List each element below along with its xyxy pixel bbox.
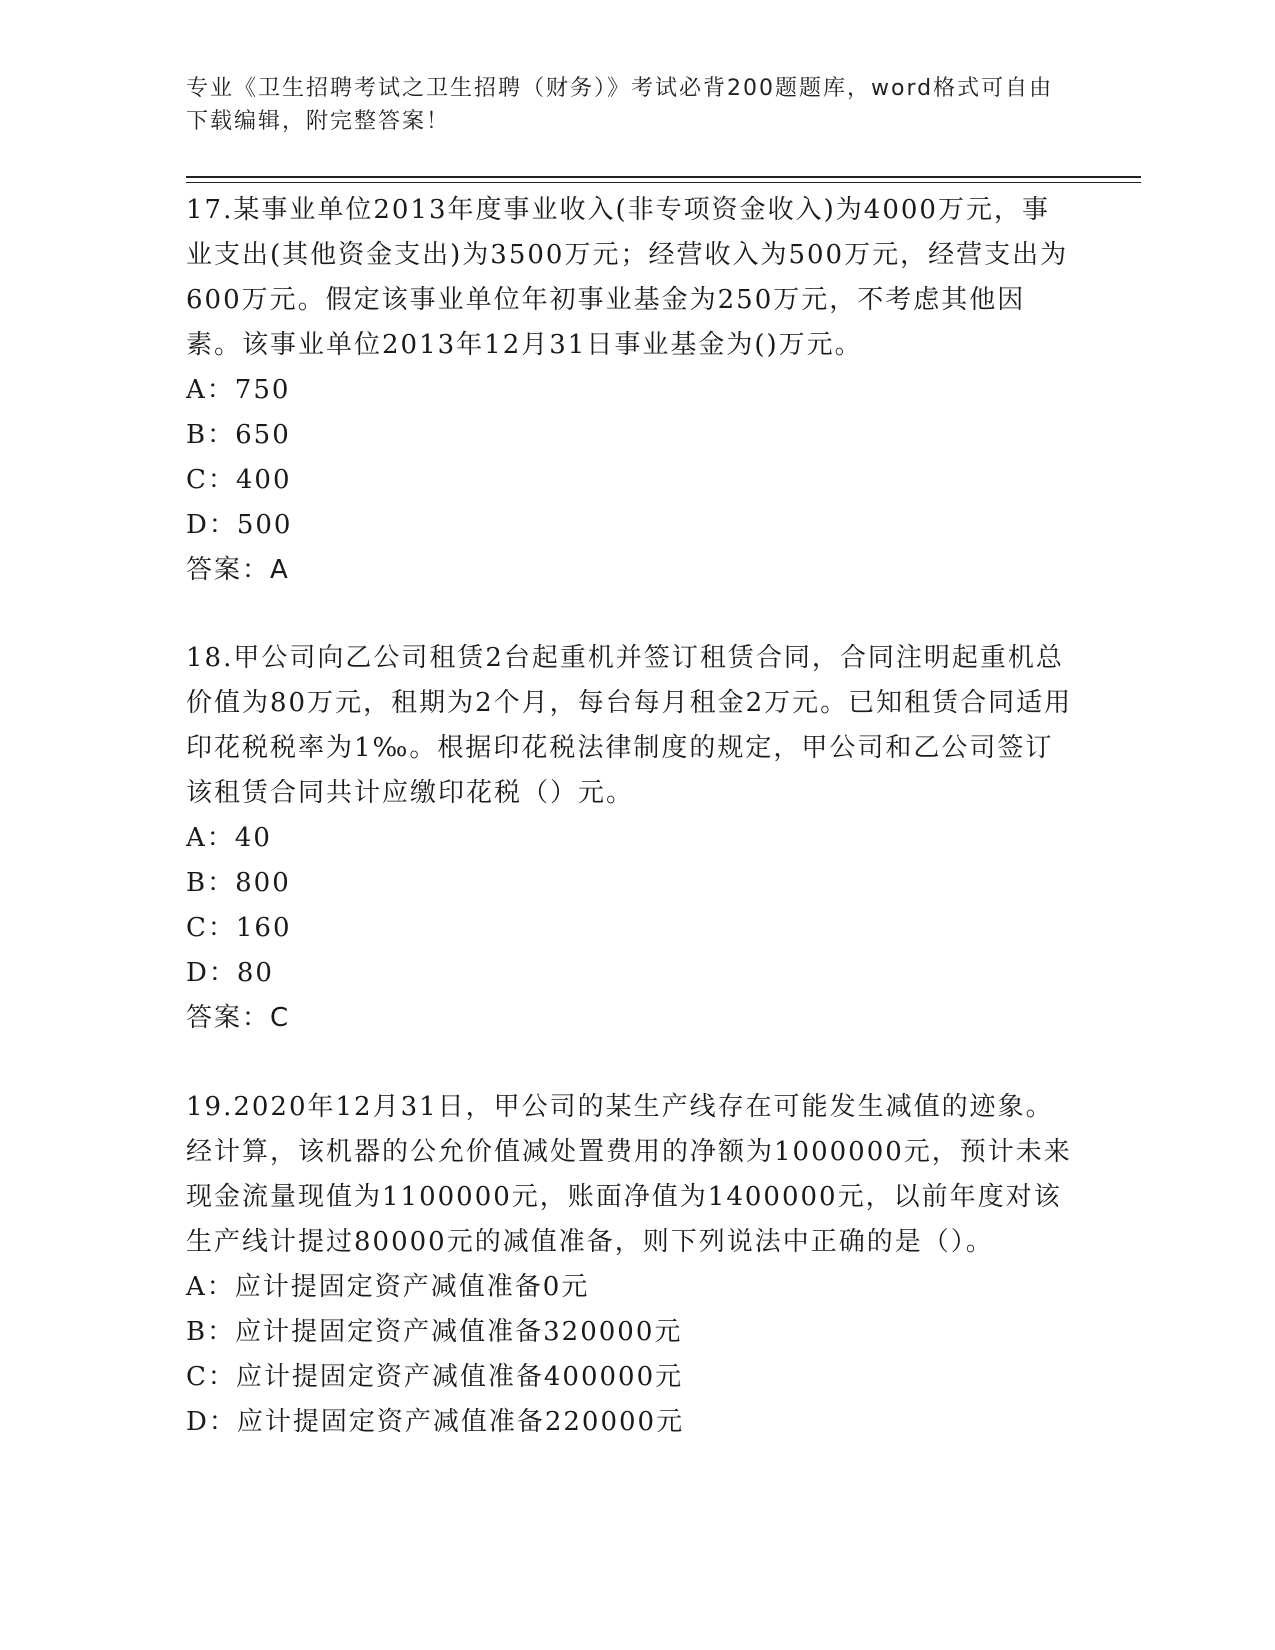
option-a: A：750 xyxy=(186,375,291,405)
option-c: C：应计提固定资产减值准备400000元 xyxy=(186,1362,684,1392)
question-stem: 18.甲公司向乙公司租赁2台起重机并签订租赁合同，合同注明起重机总价值为80万元，租期为2个月，每台每月租金2万元。已知租赁合同适用印花税税率为1‰。根据印花税法律制度的规定，甲公司和乙公司签订该租赁合同共计应缴印花税（）元。 xyxy=(186,643,1073,808)
header-divider-thin xyxy=(186,182,1141,183)
option-d: D：80 xyxy=(186,958,274,988)
option-b: B：650 xyxy=(186,420,291,450)
option-c: C：400 xyxy=(186,465,292,495)
header-divider-thick xyxy=(186,176,1141,178)
option-d: D：应计提固定资产减值准备220000元 xyxy=(186,1407,685,1437)
question-18 xyxy=(186,636,1076,1041)
option-d: D：500 xyxy=(186,510,293,540)
answer-line: 答案：C xyxy=(186,1003,291,1033)
option-a: A：应计提固定资产减值准备0元 xyxy=(186,1272,590,1302)
question-17 xyxy=(186,188,1076,593)
question-stem: 17.某事业单位2013年度事业收入(非专项资金收入)为4000万元，事业支出(其他资金支出)为3500万元；经营收入为500万元，经营支出为600万元。假定该事业单位年初事业基金为250万元，不考虑其他因素。该事业单位2013年12月31日事业基金为()万元。 xyxy=(186,195,1069,360)
question-19 xyxy=(186,1085,1076,1445)
option-b: B：800 xyxy=(186,868,291,898)
question-stem: 19.2020年12月31日，甲公司的某生产线存在可能发生减值的迹象。经计算，该机器的公允价值减处置费用的净额为1000000元，预计未来现金流量现值为1100000元，账面净值为1400000元，以前年度对该生产线计提过80000元的减值准备，则下列说法中正确的是（）。 xyxy=(186,1092,1072,1257)
answer-line: 答案：A xyxy=(186,555,290,585)
option-b: B：应计提固定资产减值准备320000元 xyxy=(186,1317,683,1347)
document-header: 专业《卫生招聘考试之卫生招聘（财务）》考试必背200题题库，word格式可自由下载编辑，附完整答案！ xyxy=(186,76,1054,134)
option-a: A：40 xyxy=(186,823,272,853)
option-c: C：160 xyxy=(186,913,292,943)
